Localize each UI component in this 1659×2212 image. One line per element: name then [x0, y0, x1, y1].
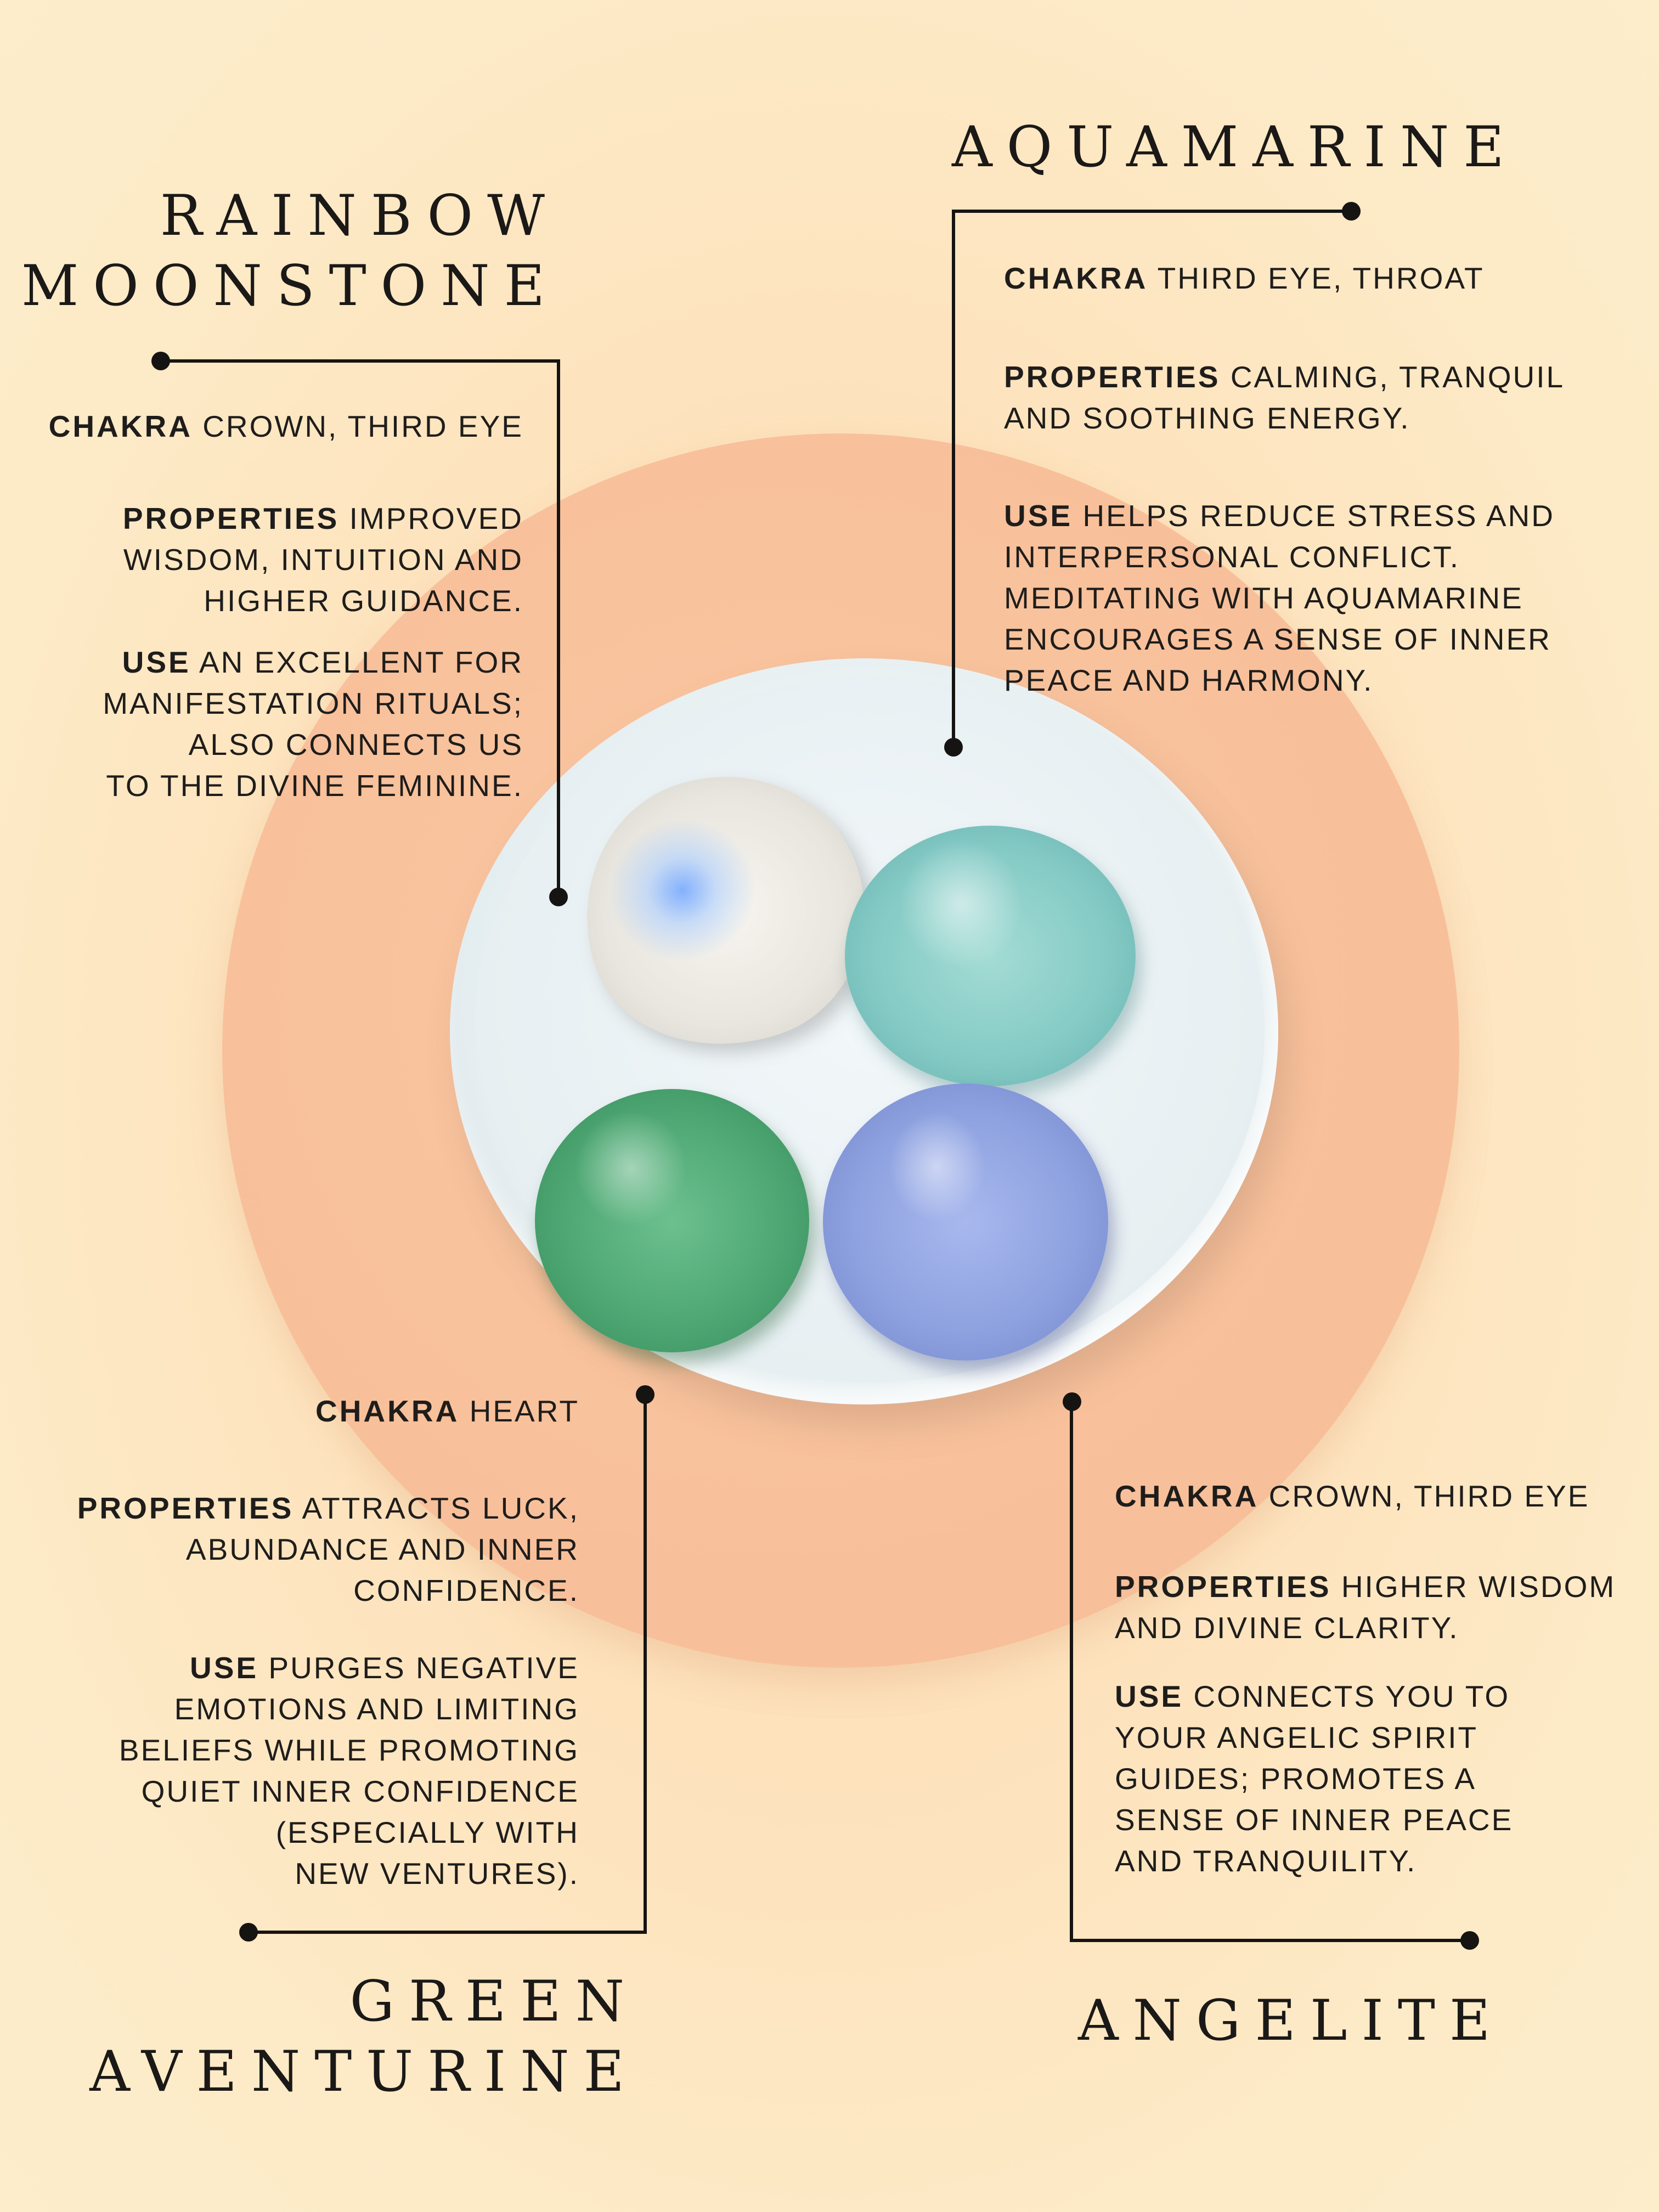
use-line: PEACE AND HARMONY.: [1004, 663, 1374, 697]
rainbow-moonstone-use: [103, 642, 523, 806]
angelite-chakra: [1115, 1476, 1589, 1517]
aquamarine-chakra: [1004, 258, 1485, 299]
chakra-label: CHAKRA: [315, 1394, 460, 1428]
use-label: USE: [122, 645, 191, 679]
use-line: ALSO CONNECTS US: [188, 727, 523, 761]
aquamarine-stone-dot: [944, 738, 963, 757]
properties-line: CALMING, TRANQUIL: [1230, 360, 1565, 394]
angelite-stone: [823, 1084, 1108, 1361]
properties-line: CONFIDENCE.: [353, 1573, 579, 1607]
aquamarine-stone: [845, 826, 1136, 1086]
properties-label: PROPERTIES: [77, 1491, 294, 1525]
angelite-connector-dot: [1460, 1931, 1479, 1950]
rainbow-moonstone-stone-dot: [549, 888, 568, 906]
use-line: NEW VENTURES).: [295, 1857, 579, 1891]
rainbow-moonstone-chakra: [49, 406, 523, 447]
chakra-label: CHAKRA: [1004, 261, 1148, 295]
properties-line: HIGHER GUIDANCE.: [204, 584, 523, 618]
use-label: USE: [1115, 1679, 1184, 1713]
green-aventurine-title: [89, 1967, 639, 2107]
properties-line: AND SOOTHING ENERGY.: [1004, 401, 1410, 435]
title-line: RAINBOW: [160, 183, 559, 249]
use-line: (ESPECIALLY WITH: [275, 1815, 579, 1849]
properties-label: PROPERTIES: [1115, 1570, 1331, 1604]
aquamarine-properties: [1004, 357, 1565, 439]
properties-label: PROPERTIES: [1004, 360, 1221, 394]
use-line: INTERPERSONAL CONFLICT.: [1004, 540, 1460, 574]
aquamarine-title: [952, 112, 1519, 183]
chakra-label: CHAKRA: [48, 409, 193, 443]
use-line: AN EXCELLENT FOR: [199, 645, 523, 679]
chakra-value: CROWN, THIRD EYE: [1268, 1479, 1590, 1513]
green-aventurine-connector-line: [644, 1393, 647, 1934]
rainbow-moonstone-title: [21, 181, 559, 321]
rainbow-moonstone-connector-line: [161, 359, 560, 363]
use-line: QUIET INNER CONFIDENCE: [141, 1774, 579, 1808]
use-line: PURGES NEGATIVE: [268, 1651, 579, 1685]
use-line: YOUR ANGELIC SPIRIT: [1115, 1720, 1479, 1754]
rainbow-moonstone-connector-line: [557, 359, 560, 897]
use-line: HELPS REDUCE STRESS AND: [1082, 499, 1555, 533]
aquamarine-connector-line: [952, 210, 1351, 213]
properties-line: ATTRACTS LUCK,: [302, 1491, 579, 1525]
chakra-value: HEART: [469, 1394, 579, 1428]
title-line: ANGELITE: [1078, 1988, 1505, 2053]
green-aventurine-connector-dot: [239, 1923, 258, 1942]
properties-line: ABUNDANCE AND INNER: [185, 1532, 579, 1566]
title-line: AVENTURINE: [89, 2039, 639, 2104]
rainbow-moonstone-properties: [123, 498, 523, 622]
use-line: MEDITATING WITH AQUAMARINE: [1004, 581, 1523, 615]
properties-line: IMPROVED: [349, 501, 523, 535]
angelite-connector-line: [1070, 1401, 1073, 1942]
properties-label: PROPERTIES: [122, 501, 340, 535]
use-line: AND TRANQUILITY.: [1115, 1844, 1417, 1878]
use-line: BELIEFS WHILE PROMOTING: [119, 1733, 579, 1767]
angelite-properties: [1115, 1566, 1616, 1649]
chakra-value: CROWN, THIRD EYE: [202, 409, 523, 443]
properties-line: WISDOM, INTUITION AND: [123, 543, 523, 577]
green-aventurine-stone: [535, 1089, 809, 1352]
use-line: CONNECTS YOU TO: [1193, 1679, 1510, 1713]
aquamarine-connector-line: [952, 210, 955, 747]
green-aventurine-use: [119, 1647, 579, 1894]
use-line: EMOTIONS AND LIMITING: [174, 1692, 579, 1726]
use-line: GUIDES; PROMOTES A: [1115, 1762, 1477, 1796]
angelite-connector-line: [1070, 1939, 1469, 1942]
use-line: MANIFESTATION RITUALS;: [103, 686, 523, 720]
green-aventurine-connector-line: [248, 1931, 647, 1934]
use-line: SENSE OF INNER PEACE: [1115, 1803, 1514, 1837]
use-label: USE: [1004, 499, 1073, 533]
title-line: GREEN: [349, 1969, 639, 2034]
use-line: ENCOURAGES A SENSE OF INNER: [1004, 622, 1551, 656]
title-line: AQUAMARINE: [952, 115, 1519, 180]
chakra-value: THIRD EYE, THROAT: [1157, 261, 1485, 295]
angelite-use: [1115, 1676, 1513, 1882]
title-line: MOONSTONE: [21, 253, 559, 319]
chakra-label: CHAKRA: [1115, 1479, 1259, 1513]
use-line: TO THE DIVINE FEMININE.: [106, 769, 523, 803]
angelite-title: [1078, 1986, 1504, 2056]
green-aventurine-properties: [77, 1488, 579, 1611]
aquamarine-use: [1004, 495, 1555, 701]
properties-line: AND DIVINE CLARITY.: [1115, 1611, 1459, 1645]
use-label: USE: [190, 1651, 259, 1685]
properties-line: HIGHER WISDOM: [1341, 1570, 1616, 1604]
green-aventurine-chakra: [315, 1391, 579, 1432]
